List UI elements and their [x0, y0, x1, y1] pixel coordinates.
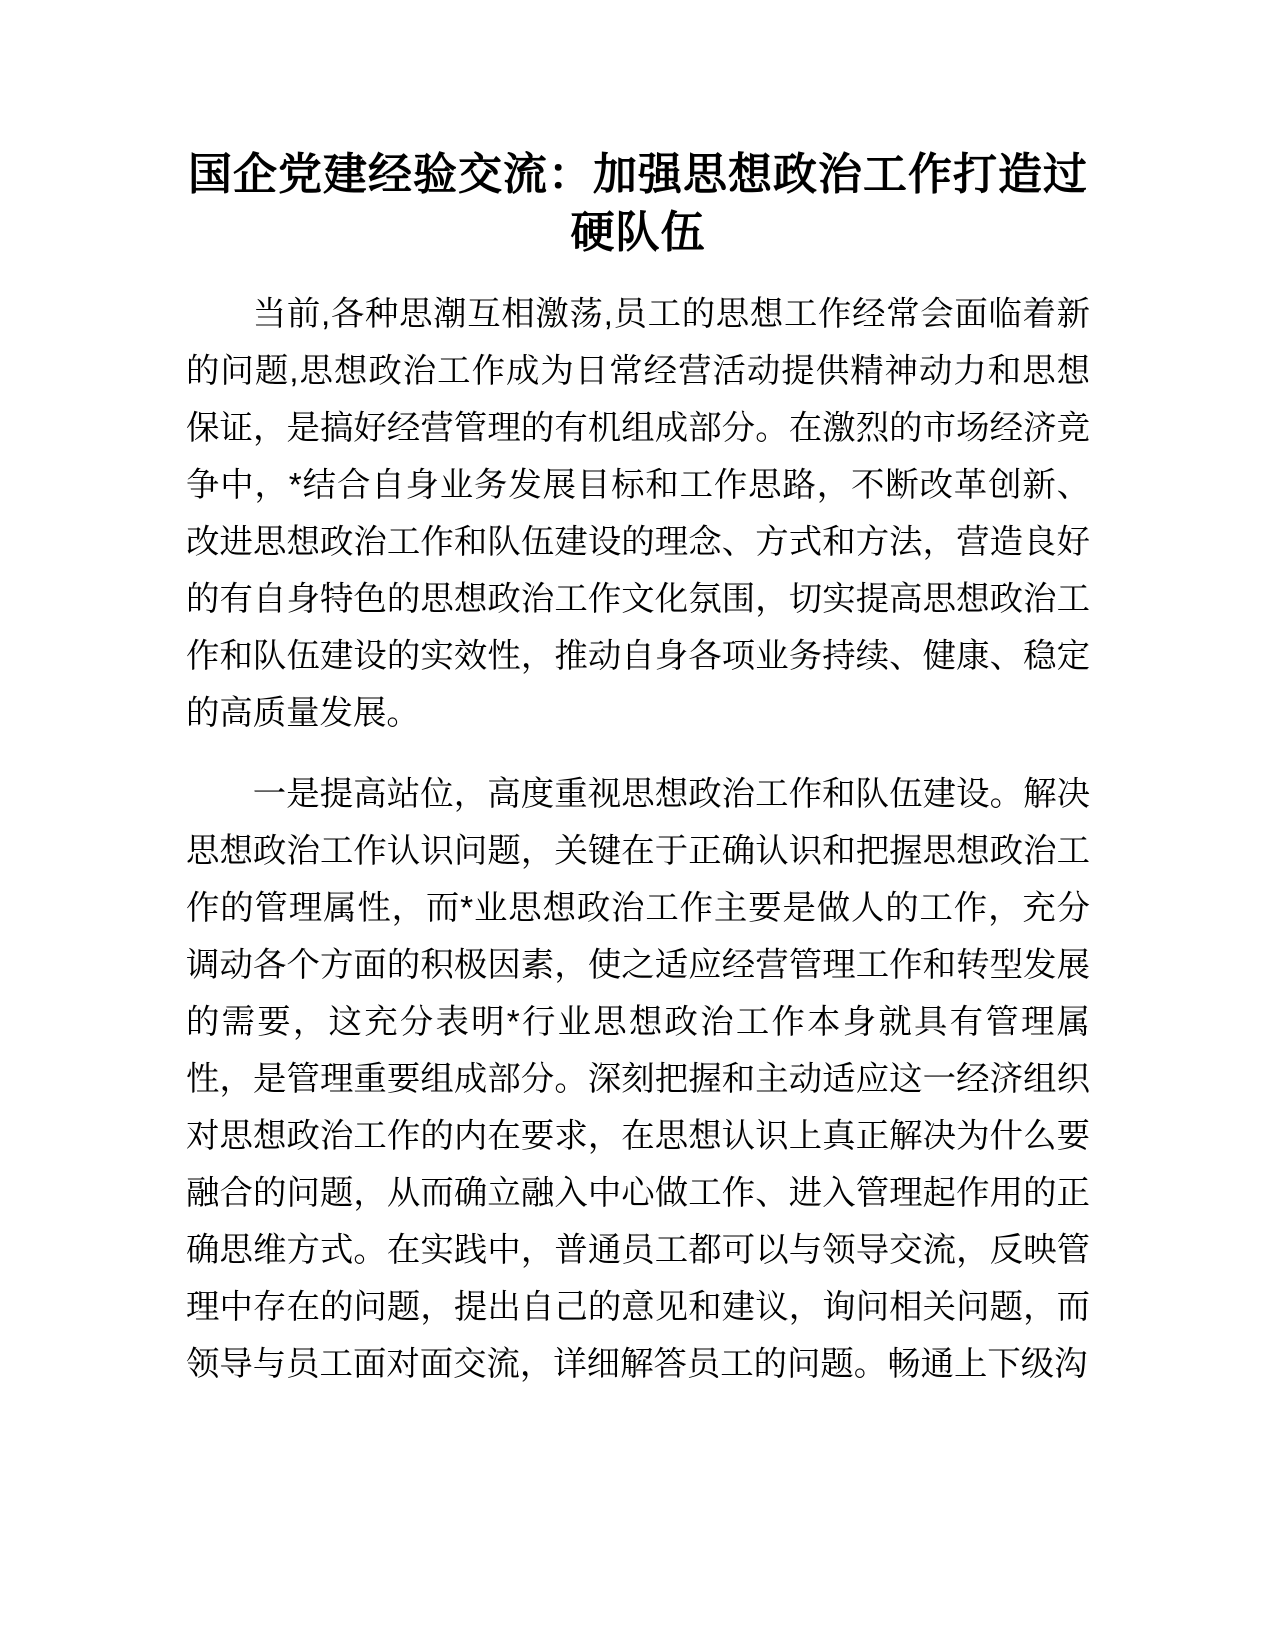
document-body	[186, 286, 1090, 1393]
document-title: 国企党建经验交流：加强思想政治工作打造过硬队伍	[188, 150, 1088, 257]
paragraph: 当前,各种思潮互相激荡,员工的思想工作经常会面临着新的问题,思想政治工作成为日常经营活动提供精神动力和思想保证，是搞好经营管理的有机组成部分。在激烈的市场经济竞争中，*结合自身业务发展目标和工作思路，不断改革创新、改进思想政治工作和队伍建设的理念、方式和方法，营造良好的有自身特色的思想政治工作文化氛围，切实提高思想政治工作和队伍建设的实效性，推动自身各项业务持续、健康、稳定的高质量发展。	[186, 296, 1090, 732]
document-content	[186, 0, 1090, 1393]
paragraph: 一是提高站位，高度重视思想政治工作和队伍建设。解决思想政治工作认识问题，关键在于正确认识和把握思想政治工作的管理属性，而*业思想政治工作主要是做人的工作，充分调动各个方面的积极因素，使之适应经营管理工作和转型发展的需要，这充分表明*行业思想政治工作本身就具有管理属性，是管理重要组成部分。深刻把握和主动适应这一经济组织对思想政治工作的内在要求，在思想认识上真正解决为什么要融合的问题，从而确立融入中心做工作、进入管理起作用的正确思维方式。在实践中，普通员工都可以与领导交流，反映管理中存在的问题，提出自己的意见和建议，询问相关问题，而领导与员工面对面交流，详细解答员工的问题。畅通上下级沟	[186, 776, 1090, 1383]
